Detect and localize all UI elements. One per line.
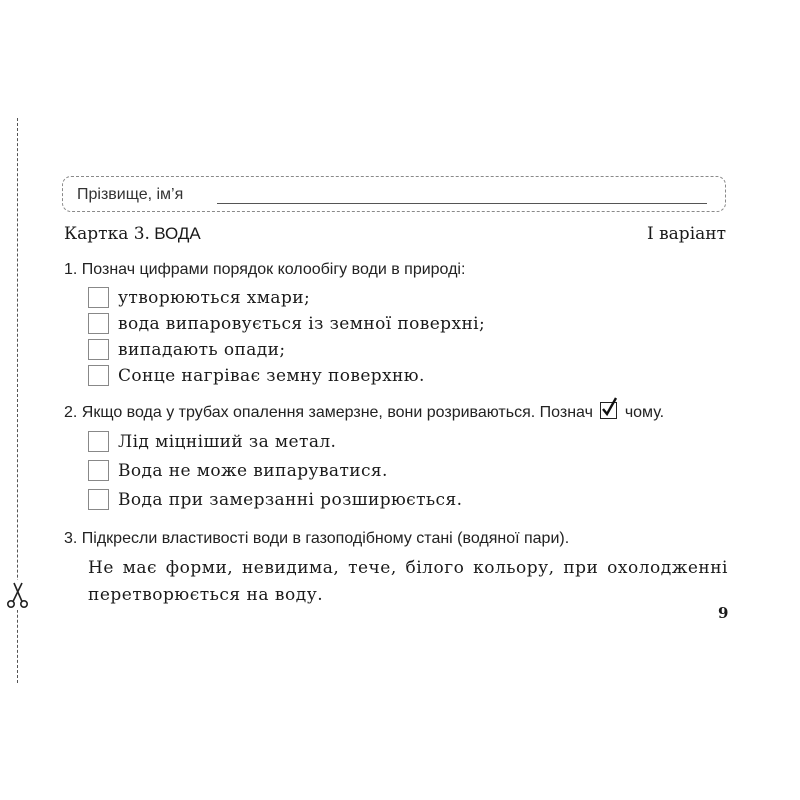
variant-label: І варіант xyxy=(646,224,726,244)
q1-option-text: вода випаровується із земної поверхні; xyxy=(118,313,486,334)
card-title xyxy=(64,224,201,244)
q2-option-1 xyxy=(88,429,336,454)
question-1: 1. Познач цифрами порядок колообігу води в природі: xyxy=(64,261,466,278)
answer-box[interactable] xyxy=(88,489,109,510)
name-field-line[interactable] xyxy=(217,203,707,204)
q1-option-1 xyxy=(88,285,310,310)
q2-option-text: Вода при замерзанні розширюється. xyxy=(118,489,463,510)
q1-option-3 xyxy=(88,337,285,362)
q1-option-text: утворюються хмари; xyxy=(118,287,311,308)
page-number: 9 xyxy=(718,604,729,622)
answer-box[interactable] xyxy=(88,313,109,334)
answer-box[interactable] xyxy=(88,431,109,452)
q2-option-2 xyxy=(88,458,388,483)
answer-box[interactable] xyxy=(88,339,109,360)
q1-option-2 xyxy=(88,311,485,336)
q1-option-4 xyxy=(88,363,425,388)
card-name: ВОДА xyxy=(154,224,201,243)
question-2 xyxy=(64,402,664,422)
question-2-text: 2. Якщо вода у трубах опалення замерзне, вони розриваються. Познач xyxy=(64,404,593,421)
name-field-box xyxy=(62,176,726,212)
scissors-icon xyxy=(6,580,30,610)
answer-box[interactable] xyxy=(88,287,109,308)
question-3: 3. Підкресли властивості води в газоподібному стані (водяної пари). xyxy=(64,530,570,547)
answer-box[interactable] xyxy=(88,365,109,386)
question-2-text-end: чому. xyxy=(624,404,665,421)
q1-option-text: випадають опади; xyxy=(118,339,286,360)
q1-option-text: Сонце нагріває земну поверхню. xyxy=(118,365,425,386)
q3-answer-text[interactable]: Не має форми, невидима, тече, білого кольору, при охолодженні перетворюється на воду. xyxy=(88,558,728,605)
q2-option-text: Вода не може випаруватися. xyxy=(118,460,388,481)
name-field-label: Прізвище, ім’я xyxy=(77,186,184,203)
answer-box[interactable] xyxy=(88,460,109,481)
card-prefix: Картка 3. xyxy=(64,224,150,244)
q2-option-text: Лід міцніший за метал. xyxy=(118,431,337,452)
q2-option-3 xyxy=(88,487,462,512)
checkmark-box-icon xyxy=(600,402,617,419)
